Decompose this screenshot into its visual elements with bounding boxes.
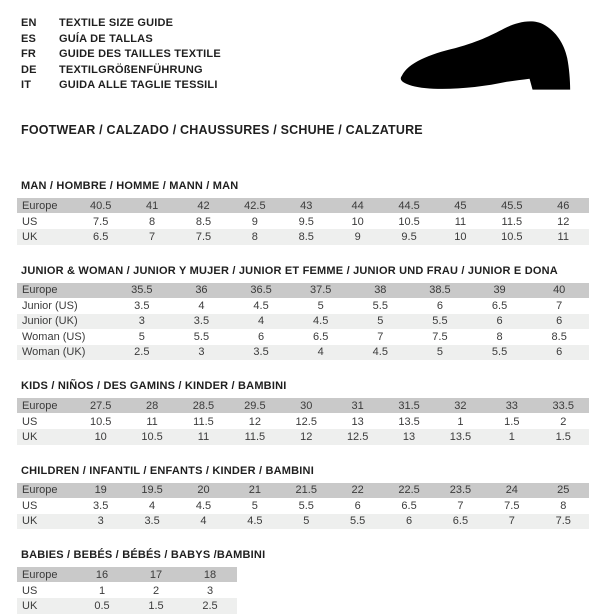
size-cell: 5 xyxy=(317,300,324,312)
size-tables xyxy=(0,180,600,614)
size-cell: 8.5 xyxy=(195,215,212,228)
header xyxy=(0,0,600,108)
size-cell: 9.5 xyxy=(298,215,314,228)
size-cell: 8 xyxy=(149,215,156,228)
size-cell: 12 xyxy=(248,415,261,428)
size-cell: 43 xyxy=(300,199,313,212)
size-cell: 21.5 xyxy=(295,484,317,496)
size-cell: 37.5 xyxy=(309,284,332,296)
size-cell: 3.5 xyxy=(134,300,150,312)
size-table-title: CHILDREN / INFANTIL / ENFANTS / KINDER / BAMBINI xyxy=(21,464,314,477)
size-row xyxy=(17,429,589,445)
size-cell: 6 xyxy=(556,315,563,328)
row-label: UK xyxy=(22,515,38,528)
row-label: US xyxy=(22,415,38,428)
size-cell: 33 xyxy=(505,399,518,412)
row-label: Europe xyxy=(22,284,58,296)
size-cell: 4 xyxy=(198,300,205,312)
size-cell: 10.5 xyxy=(141,430,163,443)
size-cell: 3 xyxy=(206,584,214,597)
size-cell: 20 xyxy=(197,484,210,496)
size-cell: 33.5 xyxy=(552,399,574,412)
size-cell: 6 xyxy=(405,515,413,528)
language-title: GUÍA DE TALLAS xyxy=(59,32,153,45)
size-row xyxy=(17,483,589,499)
size-cell: 7 xyxy=(377,330,384,343)
size-cell: 1 xyxy=(98,584,106,597)
size-cell: 7.5 xyxy=(555,515,571,528)
size-cell: 13 xyxy=(402,430,416,443)
language-code: DE xyxy=(21,63,37,76)
size-cell: 38 xyxy=(374,284,387,296)
size-cell: 3 xyxy=(138,315,145,328)
size-cell: 13.5 xyxy=(449,430,472,443)
size-cell: 35.5 xyxy=(131,284,153,296)
size-cell: 23.5 xyxy=(449,484,472,496)
size-cell: 27.5 xyxy=(89,399,112,412)
row-label: Woman (UK) xyxy=(22,346,86,359)
size-cell: 10.5 xyxy=(89,415,112,428)
size-row xyxy=(17,198,589,214)
size-cell: 44.5 xyxy=(398,199,420,212)
size-cell: 3.5 xyxy=(193,315,210,328)
size-cell: 17 xyxy=(149,568,163,581)
language-code: EN xyxy=(21,17,37,29)
row-label: Europe xyxy=(22,199,58,212)
size-cell: 9 xyxy=(354,230,361,243)
row-label: US xyxy=(22,584,38,597)
size-cell: 10.5 xyxy=(398,215,420,228)
row-label: Junior (US) xyxy=(22,300,78,312)
language-code: IT xyxy=(21,79,32,91)
size-cell: 13 xyxy=(351,415,364,428)
size-cell: 38.5 xyxy=(429,284,451,296)
size-cell: 9.5 xyxy=(401,230,417,243)
size-cell: 4 xyxy=(149,500,156,512)
row-label: Europe xyxy=(22,399,58,412)
size-row xyxy=(17,283,589,299)
size-cell: 5.5 xyxy=(432,315,448,328)
shoe-icon xyxy=(388,6,586,106)
size-cell: 40.5 xyxy=(89,199,112,212)
row-label: UK xyxy=(22,599,38,612)
size-table-title: BABIES / BEBÉS / BÉBÉS / BABYS /BAMBINI xyxy=(21,549,266,561)
size-cell: 2 xyxy=(152,584,160,597)
size-cell: 40 xyxy=(553,284,566,296)
size-row xyxy=(17,583,237,599)
size-table-section xyxy=(17,549,600,614)
size-cell: 8.5 xyxy=(551,330,567,343)
size-cell: 6 xyxy=(556,346,563,359)
size-cell: 4.5 xyxy=(253,300,269,312)
size-cell: 19.5 xyxy=(141,484,163,496)
size-cell: 46 xyxy=(557,199,570,212)
size-table-title: JUNIOR & WOMAN / JUNIOR Y MUJER / JUNIOR ET FEMME / JUNIOR UND FRAU / JUNIOR E DONA xyxy=(21,264,558,277)
size-cell: 4 xyxy=(258,315,265,328)
size-row xyxy=(17,398,589,414)
size-cell: 29.5 xyxy=(244,399,266,412)
size-cell: 7.5 xyxy=(93,215,109,228)
size-cell: 22 xyxy=(351,484,364,496)
language-title: GUIDE DES TAILLES TEXTILE xyxy=(59,48,221,60)
language-code: FR xyxy=(21,48,37,60)
row-label: UK xyxy=(22,430,38,443)
size-cell: 5.5 xyxy=(372,300,388,312)
size-cell: 5.5 xyxy=(350,515,366,528)
size-cell: 1.5 xyxy=(504,415,520,428)
size-cell: 2.5 xyxy=(134,346,150,359)
row-label: Woman (US) xyxy=(22,330,86,343)
size-cell: 3 xyxy=(97,515,104,528)
size-cell: 22.5 xyxy=(398,484,420,496)
language-title: TEXTILGRÖßENFÜHRUNG xyxy=(59,63,203,76)
size-cell: 8 xyxy=(496,330,503,343)
size-cell: 10 xyxy=(454,230,467,243)
size-cell: 3.5 xyxy=(253,346,269,359)
size-cell: 36 xyxy=(195,284,208,296)
size-row xyxy=(17,314,589,330)
size-cell: 6 xyxy=(496,315,503,328)
size-cell: 11 xyxy=(197,430,210,443)
size-cell: 6.5 xyxy=(452,515,469,528)
size-cell: 2 xyxy=(560,415,567,428)
size-cell: 1.5 xyxy=(148,599,164,612)
size-cell: 11 xyxy=(557,230,569,243)
size-table xyxy=(17,483,589,530)
category-title: FOOTWEAR / CALZADO / CHAUSSURES / SCHUHE / CALZATURE xyxy=(21,123,423,137)
row-label: Junior (UK) xyxy=(22,315,78,328)
size-cell: 42.5 xyxy=(244,199,266,212)
size-cell: 2.5 xyxy=(202,599,218,612)
size-cell: 10.5 xyxy=(501,230,523,243)
size-cell: 7.5 xyxy=(195,230,212,243)
size-cell: 6 xyxy=(436,300,443,312)
size-table xyxy=(17,198,589,245)
size-cell: 7 xyxy=(508,515,515,528)
size-table-section xyxy=(17,265,600,361)
size-cell: 12 xyxy=(557,215,570,228)
size-table-title: KIDS / NIÑOS / DES GAMINS / KINDER / BAMBINI xyxy=(21,380,287,392)
size-cell: 1.5 xyxy=(555,430,571,443)
row-label: Europe xyxy=(22,484,58,496)
size-row xyxy=(17,345,589,361)
size-cell: 32 xyxy=(454,399,467,412)
size-cell: 7 xyxy=(556,300,563,312)
size-cell: 5 xyxy=(377,315,384,328)
size-cell: 41 xyxy=(145,199,159,212)
size-cell: 1 xyxy=(508,430,515,443)
size-cell: 6.5 xyxy=(93,230,109,243)
size-cell: 3.5 xyxy=(93,500,109,512)
size-row xyxy=(17,498,589,514)
size-cell: 6 xyxy=(258,330,265,343)
row-label: UK xyxy=(22,230,38,243)
size-cell: 12 xyxy=(300,430,313,443)
size-cell: 8 xyxy=(560,500,567,512)
row-label: US xyxy=(22,500,38,512)
size-cell: 11 xyxy=(146,415,158,428)
size-cell: 10 xyxy=(94,430,107,443)
size-row xyxy=(17,329,589,345)
size-row xyxy=(17,229,589,245)
size-cell: 11.5 xyxy=(501,215,523,228)
size-cell: 11.5 xyxy=(244,430,266,443)
size-row xyxy=(17,567,237,583)
size-cell: 39 xyxy=(493,284,506,296)
size-cell: 5.5 xyxy=(193,330,210,343)
size-cell: 3 xyxy=(198,346,205,359)
size-cell: 1 xyxy=(457,415,464,428)
size-table xyxy=(17,398,589,445)
size-cell: 6.5 xyxy=(401,500,417,512)
size-table-title: MAN / HOMBRE / HOMME / MANN / MAN xyxy=(21,180,239,192)
size-cell: 18 xyxy=(203,568,217,581)
size-cell: 9 xyxy=(251,215,258,228)
size-cell: 5.5 xyxy=(491,346,508,359)
size-cell: 7.5 xyxy=(504,500,520,512)
size-cell: 13.5 xyxy=(398,415,420,428)
language-title: GUIDA ALLE TAGLIE TESSILI xyxy=(59,79,218,91)
size-cell: 12.5 xyxy=(346,430,369,443)
size-cell: 28.5 xyxy=(192,399,215,412)
size-table-section xyxy=(17,180,600,245)
size-cell: 24 xyxy=(505,484,518,496)
size-table xyxy=(17,567,237,614)
size-cell: 28 xyxy=(145,399,159,412)
size-cell: 5.5 xyxy=(298,500,314,512)
size-cell: 16 xyxy=(95,568,109,581)
size-cell: 31 xyxy=(351,399,364,412)
size-row xyxy=(17,514,589,530)
size-cell: 31.5 xyxy=(398,399,420,412)
language-code: ES xyxy=(21,32,37,45)
size-cell: 6.5 xyxy=(491,300,508,312)
size-table-section xyxy=(17,380,600,445)
size-cell: 4.5 xyxy=(372,346,388,359)
size-cell: 7 xyxy=(149,230,156,243)
size-cell: 0.5 xyxy=(94,599,110,612)
size-cell: 10 xyxy=(351,215,364,228)
size-cell: 5 xyxy=(138,330,145,343)
size-table-section xyxy=(17,465,600,530)
size-cell: 45.5 xyxy=(501,199,523,212)
size-row xyxy=(17,214,589,230)
size-cell: 6.5 xyxy=(313,330,329,343)
size-cell: 21 xyxy=(248,484,261,496)
size-cell: 5 xyxy=(436,346,443,359)
size-cell: 7 xyxy=(457,500,464,512)
size-cell: 4.5 xyxy=(313,315,329,328)
size-cell: 3.5 xyxy=(144,515,160,528)
size-cell: 8 xyxy=(251,230,258,243)
size-cell: 7.5 xyxy=(432,330,448,343)
size-row xyxy=(17,298,589,314)
size-table xyxy=(17,283,589,361)
size-cell: 36.5 xyxy=(250,284,272,296)
row-label: Europe xyxy=(22,568,58,581)
language-title: TEXTILE SIZE GUIDE xyxy=(59,17,174,29)
size-cell: 42 xyxy=(197,199,210,212)
size-cell: 25 xyxy=(557,484,570,496)
size-cell: 4.5 xyxy=(195,500,212,512)
row-label: US xyxy=(22,215,38,228)
size-cell: 5 xyxy=(251,500,258,512)
size-cell: 6 xyxy=(354,500,361,512)
size-cell: 12.5 xyxy=(295,415,317,428)
size-cell: 8.5 xyxy=(298,230,314,243)
size-cell: 44 xyxy=(351,199,364,212)
size-cell: 4 xyxy=(317,346,324,359)
size-cell: 4 xyxy=(200,515,207,528)
size-cell: 5 xyxy=(303,515,310,528)
size-row xyxy=(17,414,589,430)
size-row xyxy=(17,598,237,614)
size-cell: 19 xyxy=(94,484,107,496)
size-cell: 45 xyxy=(454,199,467,212)
size-cell: 4.5 xyxy=(247,515,263,528)
size-cell: 11 xyxy=(454,215,467,228)
size-cell: 11.5 xyxy=(193,415,214,428)
size-cell: 30 xyxy=(300,399,313,412)
